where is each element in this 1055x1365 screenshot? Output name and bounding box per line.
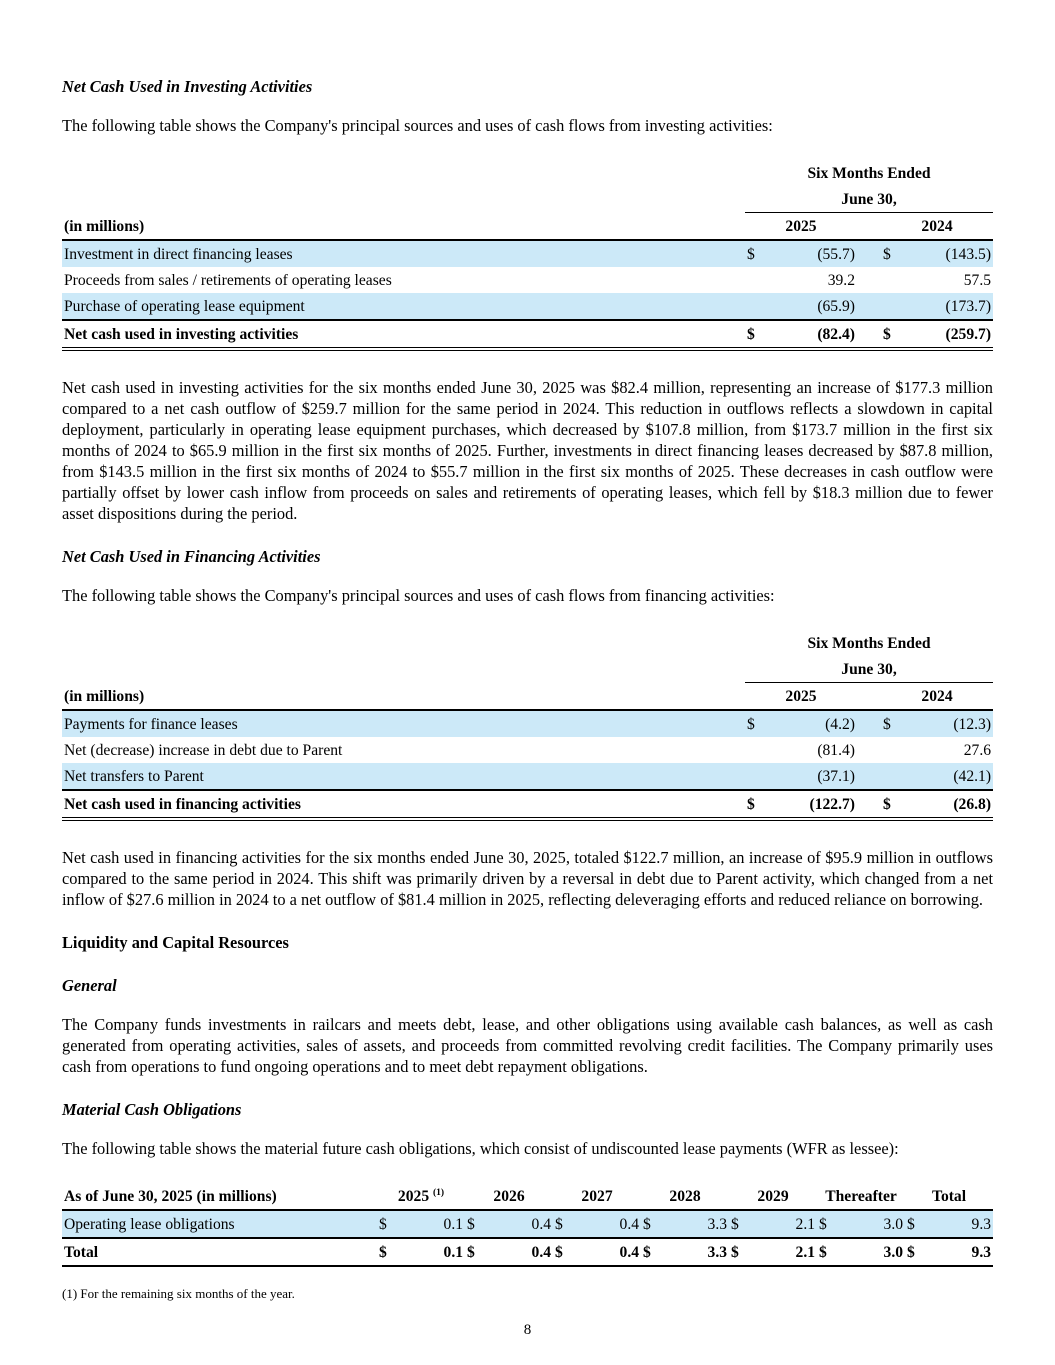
material-intro-text: The following table shows the material future cash obligations, which consist of undiscounted lease payments (WFR as lessee): bbox=[62, 1139, 899, 1158]
amount-2024: (12.3) bbox=[901, 710, 993, 737]
page-number: 8 bbox=[523, 1322, 532, 1338]
amount-thereafter: 3.0 bbox=[839, 1238, 905, 1266]
column-header-total: Total bbox=[905, 1183, 993, 1210]
column-header-thereafter: Thereafter bbox=[817, 1183, 905, 1210]
currency-symbol: $ bbox=[881, 710, 901, 737]
amount-2024: (42.1) bbox=[901, 763, 993, 790]
financing-intro-text: The following table shows the Company's principal sources and uses of cash flows from financing activities: bbox=[62, 586, 775, 605]
currency-symbol: $ bbox=[729, 1210, 751, 1238]
column-header-2024: 2024 bbox=[881, 213, 993, 241]
row-label: Payments for finance leases bbox=[62, 710, 745, 737]
currency-symbol: $ bbox=[905, 1210, 927, 1238]
period-line1: Six Months Ended bbox=[807, 164, 931, 182]
amount-2028: 3.3 bbox=[663, 1238, 729, 1266]
obligations-label-header: As of June 30, 2025 (in millions) bbox=[62, 1183, 377, 1210]
currency-symbol: $ bbox=[729, 1238, 751, 1266]
column-header-row bbox=[62, 683, 993, 711]
currency-symbol: $ bbox=[745, 320, 765, 349]
column-header-2028: 2028 bbox=[641, 1183, 729, 1210]
investing-intro-text: The following table shows the Company's principal sources and uses of cash flows from investing activities: bbox=[62, 116, 773, 135]
amount-total: 9.3 bbox=[927, 1210, 993, 1238]
amount-2024: 27.6 bbox=[963, 741, 992, 759]
currency-symbol: $ bbox=[465, 1238, 487, 1266]
row-label: Proceeds from sales / retirements of operating leases bbox=[64, 271, 392, 289]
amount-2027: 0.4 bbox=[575, 1210, 641, 1238]
table-row bbox=[62, 293, 993, 320]
period-line1: Six Months Ended bbox=[807, 634, 931, 652]
investing-table bbox=[62, 160, 993, 351]
currency-symbol: $ bbox=[817, 1238, 839, 1266]
general-text: The Company funds investments in railcars and meets debt, lease, and other obligations using available cash balances, as well as cash generated from operating activities, sales of assets, and proceeds from committed revolving credit facilities. The Company primarily uses cash from operations to fund ongoing operations and to meet debt repayment obligations. bbox=[62, 1015, 993, 1076]
amount-2025: (82.4) bbox=[765, 320, 857, 349]
table-row bbox=[62, 737, 993, 763]
subsection-heading-material-cash-obligations: Material Cash Obligations bbox=[62, 1100, 242, 1119]
table-row bbox=[62, 763, 993, 790]
column-header-2026: 2026 bbox=[465, 1183, 553, 1210]
amount-2025: (122.7) bbox=[765, 790, 857, 819]
period-subheader-row bbox=[62, 656, 993, 683]
amount-2026: 0.4 bbox=[487, 1238, 553, 1266]
total-row bbox=[62, 790, 993, 819]
row-label: Net cash used in investing activities bbox=[62, 320, 745, 349]
column-header-2027: 2027 bbox=[553, 1183, 641, 1210]
currency-symbol: $ bbox=[377, 1210, 399, 1238]
subsection-heading-general: General bbox=[62, 976, 117, 995]
currency-symbol: $ bbox=[881, 240, 901, 267]
section-heading-liquidity: Liquidity and Capital Resources bbox=[62, 933, 289, 952]
currency-symbol: $ bbox=[905, 1238, 927, 1266]
amount-2024: (143.5) bbox=[901, 240, 993, 267]
amount-2027: 0.4 bbox=[575, 1238, 641, 1266]
currency-symbol: $ bbox=[553, 1238, 575, 1266]
currency-symbol: $ bbox=[881, 790, 901, 819]
amount-2025: (55.7) bbox=[765, 240, 857, 267]
period-line2: June 30, bbox=[745, 656, 993, 683]
period-header-row bbox=[62, 160, 993, 186]
period-subheader-row bbox=[62, 186, 993, 213]
amount-thereafter: 3.0 bbox=[839, 1210, 905, 1238]
section-heading-financing: Net Cash Used in Financing Activities bbox=[62, 547, 321, 566]
currency-symbol: $ bbox=[553, 1210, 575, 1238]
row-label: Net cash used in financing activities bbox=[62, 790, 745, 819]
investing-discussion: Net cash used in investing activities for the six months ended June 30, 2025 was $82.4 million, representing an increase of $177.3 million compared to a net cash outflow of $259.7 million for the same period in 2024. This reduction in outflows reflects a slowdown in capital deployment, particularly in operating lease equipment purchases, which decreased by $107.8 million, from $173.7 million in the first six months of 2024 to $65.9 million in the first six months of 2025. Further, investments in direct financing leases decreased by $87.8 million, from $143.5 million in the first six months of 2024 to $55.7 million in the first six months of 2025. These decreases in cash outflow were partially offset by lower cash inflow from proceeds on sales and retirements of operating leases, which fell by $18.3 million due to fewer asset dispositions during the period. bbox=[62, 378, 993, 523]
currency-symbol: $ bbox=[745, 710, 765, 737]
table-row bbox=[62, 1210, 993, 1238]
column-header-row bbox=[62, 1183, 993, 1210]
currency-symbol: $ bbox=[745, 790, 765, 819]
year-label: 2025 bbox=[397, 1187, 430, 1205]
row-label: Purchase of operating lease equipment bbox=[62, 293, 745, 320]
total-row bbox=[62, 1238, 993, 1266]
currency-symbol: $ bbox=[817, 1210, 839, 1238]
amount-2028: 3.3 bbox=[663, 1210, 729, 1238]
amount-2025: (4.2) bbox=[765, 710, 857, 737]
amount-2025: (81.4) bbox=[817, 741, 855, 759]
currency-symbol: $ bbox=[881, 320, 901, 349]
row-label: Investment in direct financing leases bbox=[62, 240, 745, 267]
units-label: (in millions) bbox=[62, 683, 745, 711]
obligations-table bbox=[62, 1183, 993, 1267]
period-line2: June 30, bbox=[745, 186, 993, 213]
column-header-2025: 2025 bbox=[745, 213, 857, 241]
row-label: Operating lease obligations bbox=[62, 1210, 377, 1238]
financing-table bbox=[62, 630, 993, 821]
total-row bbox=[62, 320, 993, 349]
amount-2025: 39.2 bbox=[827, 271, 855, 289]
amount-2025: 0.1 bbox=[399, 1210, 465, 1238]
period-header-row bbox=[62, 630, 993, 656]
column-header-row bbox=[62, 213, 993, 241]
currency-symbol: $ bbox=[377, 1238, 399, 1266]
units-label: (in millions) bbox=[62, 213, 745, 241]
currency-symbol: $ bbox=[641, 1210, 663, 1238]
section-heading-investing: Net Cash Used in Investing Activities bbox=[62, 77, 313, 96]
amount-2029: 2.1 bbox=[751, 1238, 817, 1266]
amount-2024: (259.7) bbox=[901, 320, 993, 349]
row-label: Net (decrease) increase in debt due to Parent bbox=[64, 741, 343, 759]
amount-total: 9.3 bbox=[927, 1238, 993, 1266]
column-header-2029: 2029 bbox=[729, 1183, 817, 1210]
financing-discussion: Net cash used in financing activities for the six months ended June 30, 2025, totaled $122.7 million, an increase of $95.9 million in outflows compared to the same period in 2024. This shift was primarily driven by a reversal in debt due to Parent activity, which changed from a net inflow of $27.6 million in 2024 to a net outflow of $81.4 million in 2025, reflecting deleveraging efforts and reduced reliance on borrowing. bbox=[62, 848, 993, 909]
amount-2024: 57.5 bbox=[963, 271, 992, 289]
amount-2026: 0.4 bbox=[487, 1210, 553, 1238]
table-row bbox=[62, 267, 993, 293]
table-row bbox=[62, 710, 993, 737]
amount-2024: (173.7) bbox=[901, 293, 993, 320]
currency-symbol: $ bbox=[465, 1210, 487, 1238]
currency-symbol: $ bbox=[745, 240, 765, 267]
row-label: Net transfers to Parent bbox=[62, 763, 745, 790]
table-footnote: (1) For the remaining six months of the year. bbox=[62, 1286, 295, 1301]
amount-2025: (65.9) bbox=[765, 293, 857, 320]
column-header-2024: 2024 bbox=[881, 683, 993, 711]
amount-2029: 2.1 bbox=[751, 1210, 817, 1238]
footnote-reference: (1) bbox=[433, 1187, 445, 1198]
amount-2025: 0.1 bbox=[399, 1238, 465, 1266]
amount-2025: (37.1) bbox=[765, 763, 857, 790]
currency-symbol: $ bbox=[641, 1238, 663, 1266]
amount-2024: (26.8) bbox=[901, 790, 993, 819]
column-header-2025: 2025 bbox=[745, 683, 857, 711]
row-label: Total bbox=[62, 1238, 377, 1266]
table-row bbox=[62, 240, 993, 267]
column-header-2025 bbox=[377, 1183, 465, 1210]
